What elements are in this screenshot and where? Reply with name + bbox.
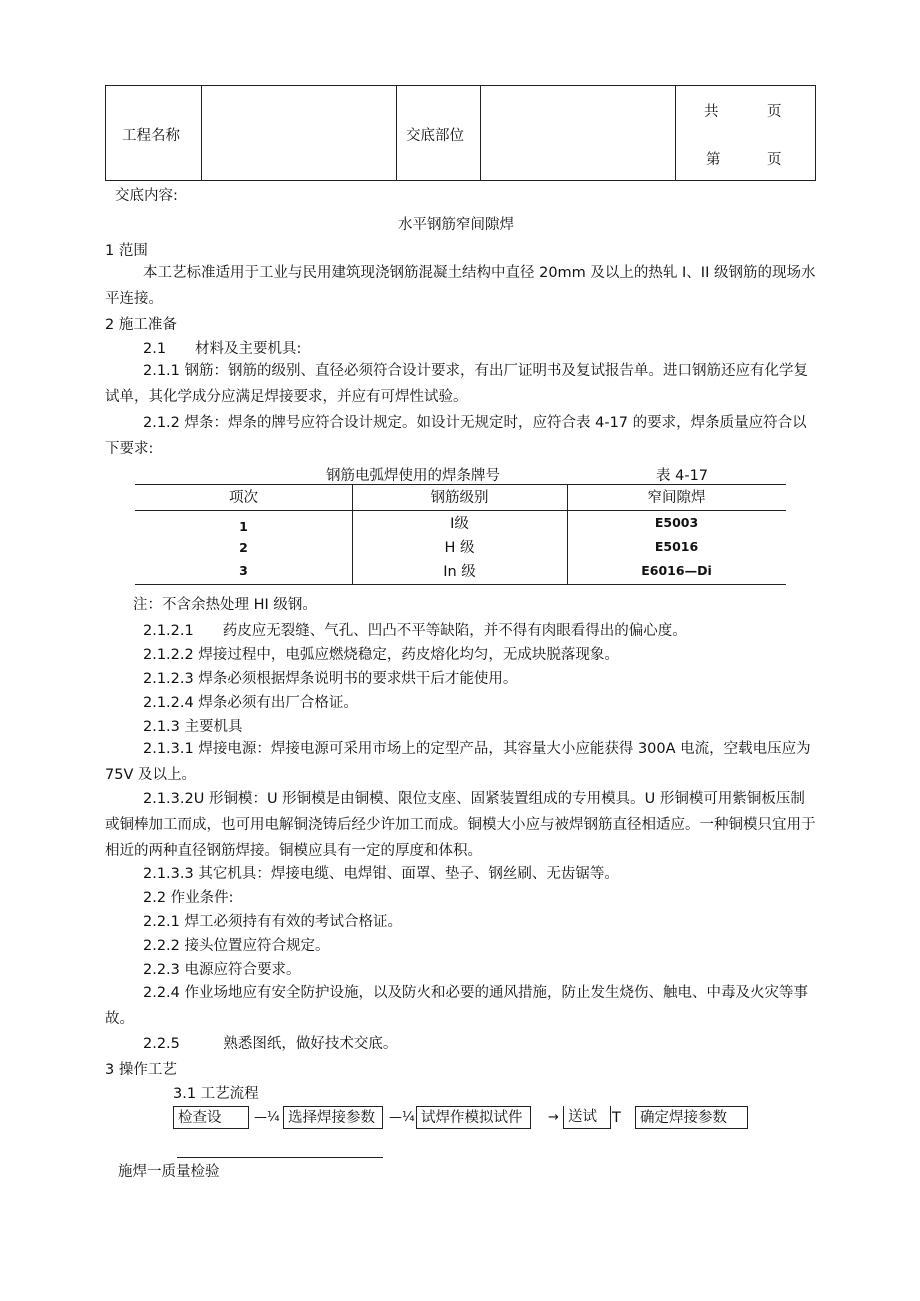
flow-arrow: —¼	[254, 1110, 280, 1125]
table-cell: H 级	[444, 540, 475, 556]
item-2-1-2-1: 2.1.2.1 药皮应无裂缝、气孔、凹凸不平等缺陷，并不得有肉眼看得出的偏心度。	[143, 623, 687, 639]
flow-step-confirm-params: 确定焊接参数	[635, 1106, 748, 1129]
table-cell: E5003	[654, 515, 699, 530]
table-cell: In 级	[443, 564, 476, 580]
page-number-unit: 页	[767, 152, 782, 168]
item-2-2: 2.2 作业条件:	[143, 890, 234, 906]
location-label: 交底部位	[406, 128, 464, 144]
total-pages-unit: 页	[767, 104, 782, 120]
section-2-heading: 2 施工准备	[105, 317, 177, 333]
table-cell: 1	[239, 519, 248, 534]
table-header-cell: 钢筋级别	[430, 490, 489, 506]
header-divider	[396, 86, 397, 180]
header-divider	[480, 86, 481, 180]
item-2-1-2-4: 2.1.2.4 焊条必须有出厂合格证。	[143, 695, 358, 711]
table-header-cell: 项次	[229, 490, 258, 506]
table-cell: 3	[239, 563, 248, 578]
section-2-1-2: 2.1.2 焊条：焊条的牌号应符合设计规定。如设计无规定时，应符合表 4-17 的要求，焊条质量应符合以下要求:	[105, 415, 807, 457]
item-2-2-1: 2.2.1 焊工必须持有有效的考试合格证。	[143, 914, 403, 930]
header-divider	[201, 86, 202, 180]
flow-line-2: 施焊一质量检验	[118, 1164, 220, 1180]
content-label: 交底内容:	[115, 188, 178, 204]
flow-connector-line	[177, 1157, 383, 1158]
section-1-paragraph: 本工艺标准适用于工业与民用建筑现浇钢筋混凝土结构中直径 20mm 及以上的热轧 I、II 级钢筋的现场水平连接。	[105, 265, 816, 307]
flow-step-send-test: 送试	[563, 1106, 611, 1129]
project-name-label: 工程名称	[122, 128, 180, 144]
item-2-2-3: 2.2.3 电源应符合要求。	[143, 962, 301, 978]
table-cell: Ⅰ级	[450, 516, 469, 532]
section-2-1-1: 2.1.1 钢筋：钢筋的级别、直径必须符合设计要求，有出厂证明书及复试报告单。进口钢筋还应有化学复试单，其化学成分应满足焊接要求，并应有可焊性试验。	[105, 363, 808, 405]
item-2-2-5: 2.2.5 熟悉图纸，做好技术交底。	[143, 1036, 398, 1052]
total-pages-label: 共	[704, 104, 719, 120]
item-2-1-3: 2.1.3 主要机具	[143, 719, 243, 735]
section-3-heading: 3 操作工艺	[105, 1062, 177, 1078]
item-2-1-3-1: 2.1.3.1 焊接电源：焊接电源可采用市场上的定型产品，其容量大小应能获得 300A 电流，空载电压应为 75V 及以上。	[105, 741, 811, 783]
flow-arrow: —¼	[389, 1110, 415, 1125]
item-2-1-2-2: 2.1.2.2 焊接过程中，电弧应燃烧稳定，药皮熔化均匀，无成块脱落现象。	[143, 647, 619, 663]
section-3-1: 3.1 工艺流程	[173, 1086, 259, 1102]
table-header-cell: 窄间隙焊	[647, 490, 706, 506]
table-cell: E6016—Di	[641, 563, 712, 578]
item-2-1-3-3: 2.1.3.3 其它机具：焊接电缆、电焊钳、面罩、垫子、钢丝刷、无齿锯等。	[143, 866, 619, 882]
table-cell: E5016	[654, 539, 699, 554]
page-number-label: 第	[706, 152, 721, 168]
table-cell: 2	[239, 540, 248, 555]
table-caption: 钢筋电弧焊使用的焊条牌号	[326, 468, 500, 484]
flow-step-select-params: 选择焊接参数	[283, 1106, 383, 1129]
flow-step-inspect: 检查设	[173, 1106, 249, 1129]
table-note: 注：不含余热处理 HI 级钢。	[133, 597, 317, 613]
section-2-1: 2.1 材料及主要机具:	[143, 341, 302, 357]
document-title: 水平钢筋窄间隙焊	[398, 217, 514, 233]
header-divider	[675, 86, 676, 180]
item-2-1-2-3: 2.1.2.3 焊条必须根据焊条说明书的要求烘干后才能使用。	[143, 671, 518, 687]
item-2-2-2: 2.2.2 接头位置应符合规定。	[143, 938, 330, 954]
item-2-1-3-2: 2.1.3.2U 形铜模：U 形铜模是由铜模、限位支座、固紧装置组成的专用模具。U 形铜模可用紫铜板压制或铜棒加工而成，也可用电解铜浇铸后经少许加工而成。铜模大小应与被焊钢筋直径相适应。一种铜模只宜用于相近的两种直径钢筋焊接。铜模应具有一定的厚度和体积。	[105, 791, 816, 859]
table-number: 表 4-17	[656, 468, 709, 484]
table-top-border	[135, 484, 786, 485]
item-2-2-4: 2.2.4 作业场地应有安全防护设施，以及防火和必要的通风措施，防止发生烧伤、触电、中毒及火灾等事故。	[105, 985, 808, 1027]
section-1-heading: 1 范围	[105, 243, 148, 259]
flow-step-trial-weld: 试焊作模拟试件	[416, 1106, 531, 1129]
flow-arrow: →	[548, 1110, 559, 1125]
table-bottom-border	[135, 584, 786, 585]
table-header-border	[135, 510, 786, 511]
flow-step-tail: T	[612, 1110, 621, 1126]
